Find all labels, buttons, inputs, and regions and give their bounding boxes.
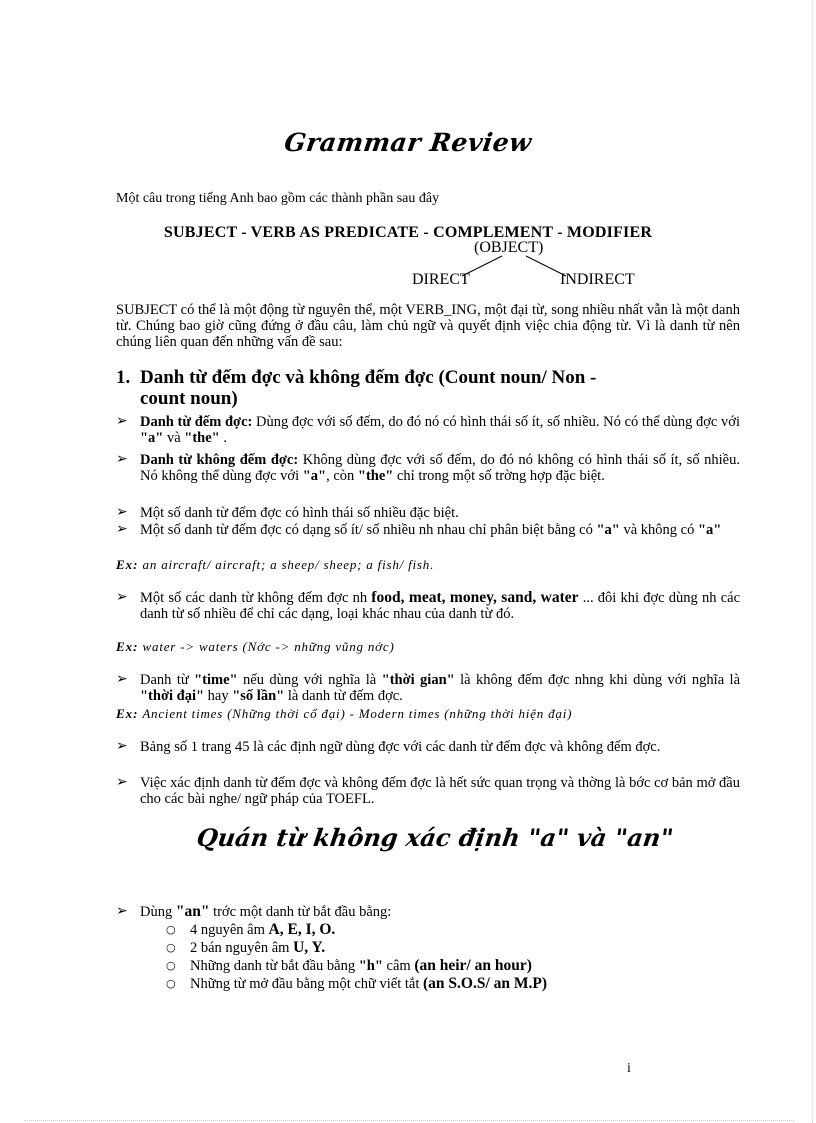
example-text: water -> waters (Nớc -> những vũng nớc) [138,639,395,654]
section-heading-line1: Danh từ đếm đợc và không đếm đợc (Count noun/ Non - [140,367,597,388]
example-text: Ancient times (Những thời cổ đại) - Modern times (những thời hiện đại) [138,706,573,721]
sub-item-silent-h [166,958,532,974]
bullet-text: Danh từ [140,672,195,688]
bold-term: "h" [358,958,383,974]
bold-term: "time" [194,672,238,688]
bullet-text: , còn [326,468,358,484]
circle-bullet-icon: ○ [166,923,176,936]
sub-item-semivowels [166,940,325,956]
bold-term: "thời gian" [381,672,455,688]
bullet-text: . [219,430,227,446]
example-text: an aircraft/ aircraft; a sheep/ sheep; a fish/ fish. [138,557,435,572]
sentence-structure: SUBJECT - VERB AS PREDICATE - COMPLEMENT - MODIFIER [163,224,653,241]
object-label: (OBJECT) [474,239,544,256]
bold-term: (an heir/ an hour) [414,957,532,974]
bullet-text: nếu dùng với nghĩa là [237,672,382,688]
bullet-uncountable-plural [116,590,740,622]
intro-text: Một câu trong tiếng Anh bao gồm các thành phần sau đây [116,191,440,206]
bullet-text: Việc xác định danh từ đếm đợc và không đếm đợc là hết sức quan trọng và thờng là bớc cơ bản mở đầu cho các bài nghe/ ngữ pháp của TOEFL. [140,775,740,807]
bullet-text: Dùng đợc với số đếm, do đó nó có hình thái số ít, số nhiều. Nó có thể dùng đợc với [252,414,740,430]
bullet-countable [116,414,740,446]
indirect-label: INDIRECT [560,271,635,288]
sub-text: 4 nguyên âm [190,922,269,938]
arrow-bullet-icon: ➢ [116,451,128,467]
page-border-right [812,0,813,1123]
bold-term: "the" [184,430,220,446]
bold-term: A, E, I, O. [268,921,336,938]
bullet-text: chỉ trong một số trờng hợp đặc biệt. [393,468,605,484]
arrow-bullet-icon: ➢ [116,671,128,687]
example-label: Ex: [116,639,139,654]
bullet-label: Danh từ không đếm đợc: [140,452,299,468]
object-branch-lines [460,254,570,278]
bullet-text: là không đếm đợc nhng khi dùng với nghĩa là [454,672,741,688]
bullet-uncountable [116,452,740,484]
bullet-plural-forms [116,505,740,521]
bold-term: "the" [357,468,394,484]
bullet-toefl [116,775,740,807]
bullet-text: Một số danh từ đếm đợc có hình thái số nhiều đặc biệt. [140,505,459,521]
sub-item-vowels [166,922,335,938]
bullet-text: Dùng [140,904,176,920]
bullet-text: là danh từ đếm đợc. [284,688,403,704]
section-number: 1. [116,367,131,388]
bullet-text: trớc một danh từ bắt đầu bằng: [209,904,392,920]
bold-term: U, Y. [293,939,326,956]
sub-text: câm [382,958,415,974]
arrow-bullet-icon: ➢ [116,589,128,605]
bold-term: food, meat, money, sand, water [371,589,579,606]
section-heading-line2: count noun) [140,388,238,409]
arrow-bullet-icon: ➢ [116,774,128,790]
circle-bullet-icon: ○ [166,941,176,954]
bold-term: "thời đại" [140,688,205,704]
sub-text: Những từ mở đầu bằng một chữ viết tắt [190,976,423,992]
bold-term: "số lần" [232,688,285,704]
page-number: i [627,1061,631,1076]
arrow-bullet-icon: ➢ [116,903,128,919]
circle-bullet-icon: ○ [166,959,176,972]
bold-term: "a" [596,522,620,538]
bullet-text: Một số các danh từ không đếm đợc nh [140,590,372,606]
arrow-bullet-icon: ➢ [116,504,128,520]
section-title-articles: Quán từ không xác định "a" và "an" [194,823,676,852]
sub-item-abbreviation [166,976,547,992]
section-heading-count-noun [116,367,746,409]
bold-term: "a" [697,522,722,538]
bullet-text: ... đôi khi đợc dùng nh các danh từ số nhiều để chỉ các dạng, loại khác nhau của danh từ đó. [140,590,741,622]
example-label: Ex: [116,706,139,721]
arrow-bullet-icon: ➢ [116,521,128,537]
example-line [116,557,434,573]
bullet-table-ref [116,739,740,755]
bold-term: (an S.O.S/ an M.P) [423,975,548,992]
bullet-text: Một số danh từ đếm đợc có dạng số ít/ số nhiều nh nhau chỉ phân biệt bằng có [140,522,597,538]
page-title: Grammar Review [282,128,534,157]
bold-term: "an" [175,903,210,920]
bullet-text: và không có [619,522,698,538]
direct-label: DIRECT [412,271,470,288]
subject-paragraph: SUBJECT có thể là một động từ nguyên thể, một VERB_ING, một đại từ, song nhiều nhất vẫn là một danh từ. Chúng bao giờ cũng đứng ở đầu câu, làm chủ ngữ và quyết định việc chia động từ. Vì là danh từ nên chúng liên quan đến những vấn đề sau: [116,302,740,350]
bullet-text: và [163,430,185,446]
bullet-time [116,672,740,704]
circle-bullet-icon: ○ [166,977,176,990]
sub-text: Những danh từ bắt đầu bằng [190,958,359,974]
bullet-text: Không dùng đợc với số đếm, do đó nó không có hình thái số ít, số nhiều. Nó không thể dùng đợc với [140,452,740,484]
arrow-bullet-icon: ➢ [116,413,128,429]
bold-term: "a" [140,430,164,446]
bullet-text: hay [204,688,233,704]
bullet-text: Bảng số 1 trang 45 là các định ngữ dùng đợc với các danh từ đếm đợc và không đếm đợc. [140,739,661,755]
bullet-label: Danh từ đếm đợc: [140,414,253,430]
page-border-bottom [24,1120,794,1121]
example-line [116,639,395,655]
bold-term: "a" [302,468,327,484]
arrow-bullet-icon: ➢ [116,738,128,754]
example-label: Ex: [116,557,139,572]
sub-text: 2 bán nguyên âm [190,940,294,956]
bullet-use-an [116,904,740,920]
bullet-same-forms [116,522,740,538]
example-line [116,706,572,722]
